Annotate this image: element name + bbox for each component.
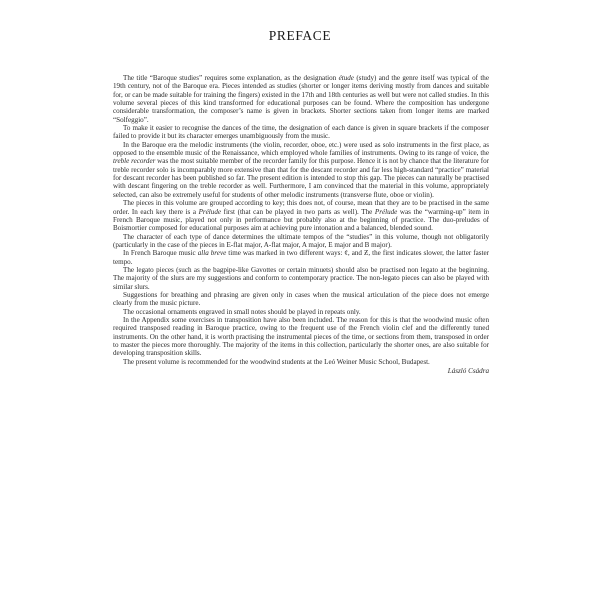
paragraph-text: was the “warming-up” item in French Baroque music, played not only in performance but probably also at the beginning of practice. The duo-preludes of Boismortier composed for educational purposes aim at achieving pure intonation and a balanced, blended sound. bbox=[113, 207, 489, 233]
italic-text: étude bbox=[338, 74, 354, 82]
paragraph-text: The character of each type of dance determines the ultimate tempos of the “studies” in this volume, though not obligatorily (particularly in the case of the pieces in E-flat major, A-flat major, A major, E major and B major). bbox=[113, 232, 489, 249]
preface-body bbox=[113, 74, 489, 375]
italic-text: Prélude bbox=[198, 207, 222, 216]
paragraph-text: Suggestions for breathing and phrasing are given only in cases when the musical articulation of the piece does not emerge clearly from the music picture. bbox=[113, 290, 489, 308]
paragraph-text: In French Baroque music bbox=[123, 249, 198, 258]
preface-paragraph bbox=[113, 141, 489, 199]
paragraph-text: The occasional ornaments engraved in small notes should be played in repeats only. bbox=[123, 307, 361, 316]
preface-paragraph bbox=[113, 266, 489, 291]
paragraph-text: The present volume is recommended for the woodwind students at the Leó Weiner Music School, Budapest. bbox=[123, 357, 430, 366]
preface-paragraph bbox=[113, 358, 489, 366]
page-title: PREFACE bbox=[268, 28, 332, 43]
paragraph-text: time was marked in two different ways: ¢, and Ƶ, the first indicates slower, the latter faster tempo. bbox=[113, 249, 489, 266]
italic-text: treble recorder bbox=[113, 157, 156, 166]
paragraph-text: The legato pieces (such as the bagpipe-like Gavottes or certain minuets) should also be practised non legato at the beginning. The majority of the slurs are my suggestions and conform to contemporary practice. The non-legato pieces can also be played with similar slurs. bbox=[113, 265, 489, 291]
preface-paragraph bbox=[113, 291, 489, 308]
preface-paragraph bbox=[113, 199, 489, 232]
preface-paragraph bbox=[113, 316, 489, 358]
paragraph-text: In the Appendix some exercises in transposition have also been included. The reason for this is that the woodwind music often required transposed reading in Baroque practice, owing to the frequent use of the French violin clef and the differently tuned instruments. On the other hand, it is worth practising the instrumental pieces of the time, or sections from them, transposed in order to master the pieces more thoroughly. The majority of the items in this collection, particularly the shorter ones, are also suitable for developing transposition skills. bbox=[113, 315, 489, 358]
preface-paragraph bbox=[113, 233, 489, 250]
preface-paragraph bbox=[113, 308, 489, 316]
paragraph-text: (study) and the genre itself was typical of the 19th century, not of the Baroque era. Pieces intended as studies (shorter or longer items deriving mostly from dances and suitable for, or can be made suitable for training the fingers) existed in the 17th and 18th centuries as well but were not called studies. In this volume several pieces of this kind transformed for educational purposes can be found. Where the composition has undergone considerable transformation, the composer’s name is given in brackets. Shorter sections taken from longer items are marked “Solfeggio”. bbox=[113, 74, 489, 124]
preface-paragraph bbox=[113, 249, 489, 266]
preface-paragraph bbox=[113, 124, 489, 141]
paragraph-text: first (that can be played in two parts as well). The bbox=[221, 207, 375, 216]
italic-text: Prélude bbox=[374, 207, 398, 216]
paragraph-text: was the most suitable member of the recorder family for this purpose. Hence it is not by chance that the literature for treble recorder solo is incomparably more extensive than that for the descant recorder and far less high-standard “practice” material for descant recorder has been published so far. The present edition is intended to stop this gap. The pieces can naturally be practised with descant fingering on the treble recorder as well. Furthermore, I am convinced that the material in this volume, appropriately selected, can also be extremely useful for students of other melodic instruments (transverse flute, oboe or violin). bbox=[113, 157, 489, 199]
paragraph-text: To make it easier to recognise the dances of the time, the designation of each dance is given in square brackets if the composer failed to provide it but its character emerges unambiguously from the music. bbox=[113, 124, 489, 141]
author-signature: László Csádra bbox=[447, 367, 489, 376]
paragraph-text: The title “Baroque studies” requires some explanation, as the designation bbox=[123, 74, 339, 82]
preface-paragraph bbox=[113, 74, 489, 124]
paragraph-text: In the Baroque era the melodic instruments (the violin, recorder, oboe, etc.) were used as solo instruments in the first place, as opposed to the ensemble music of the Renaissance, which employed whole families of instruments. Owing to its range of voice, the bbox=[113, 140, 489, 158]
paragraph-text: The pieces in this volume are grouped according to key; this does not, of course, mean that they are to be practised in the same order. In each key there is a bbox=[113, 199, 489, 216]
italic-text: alla breve bbox=[197, 249, 227, 258]
